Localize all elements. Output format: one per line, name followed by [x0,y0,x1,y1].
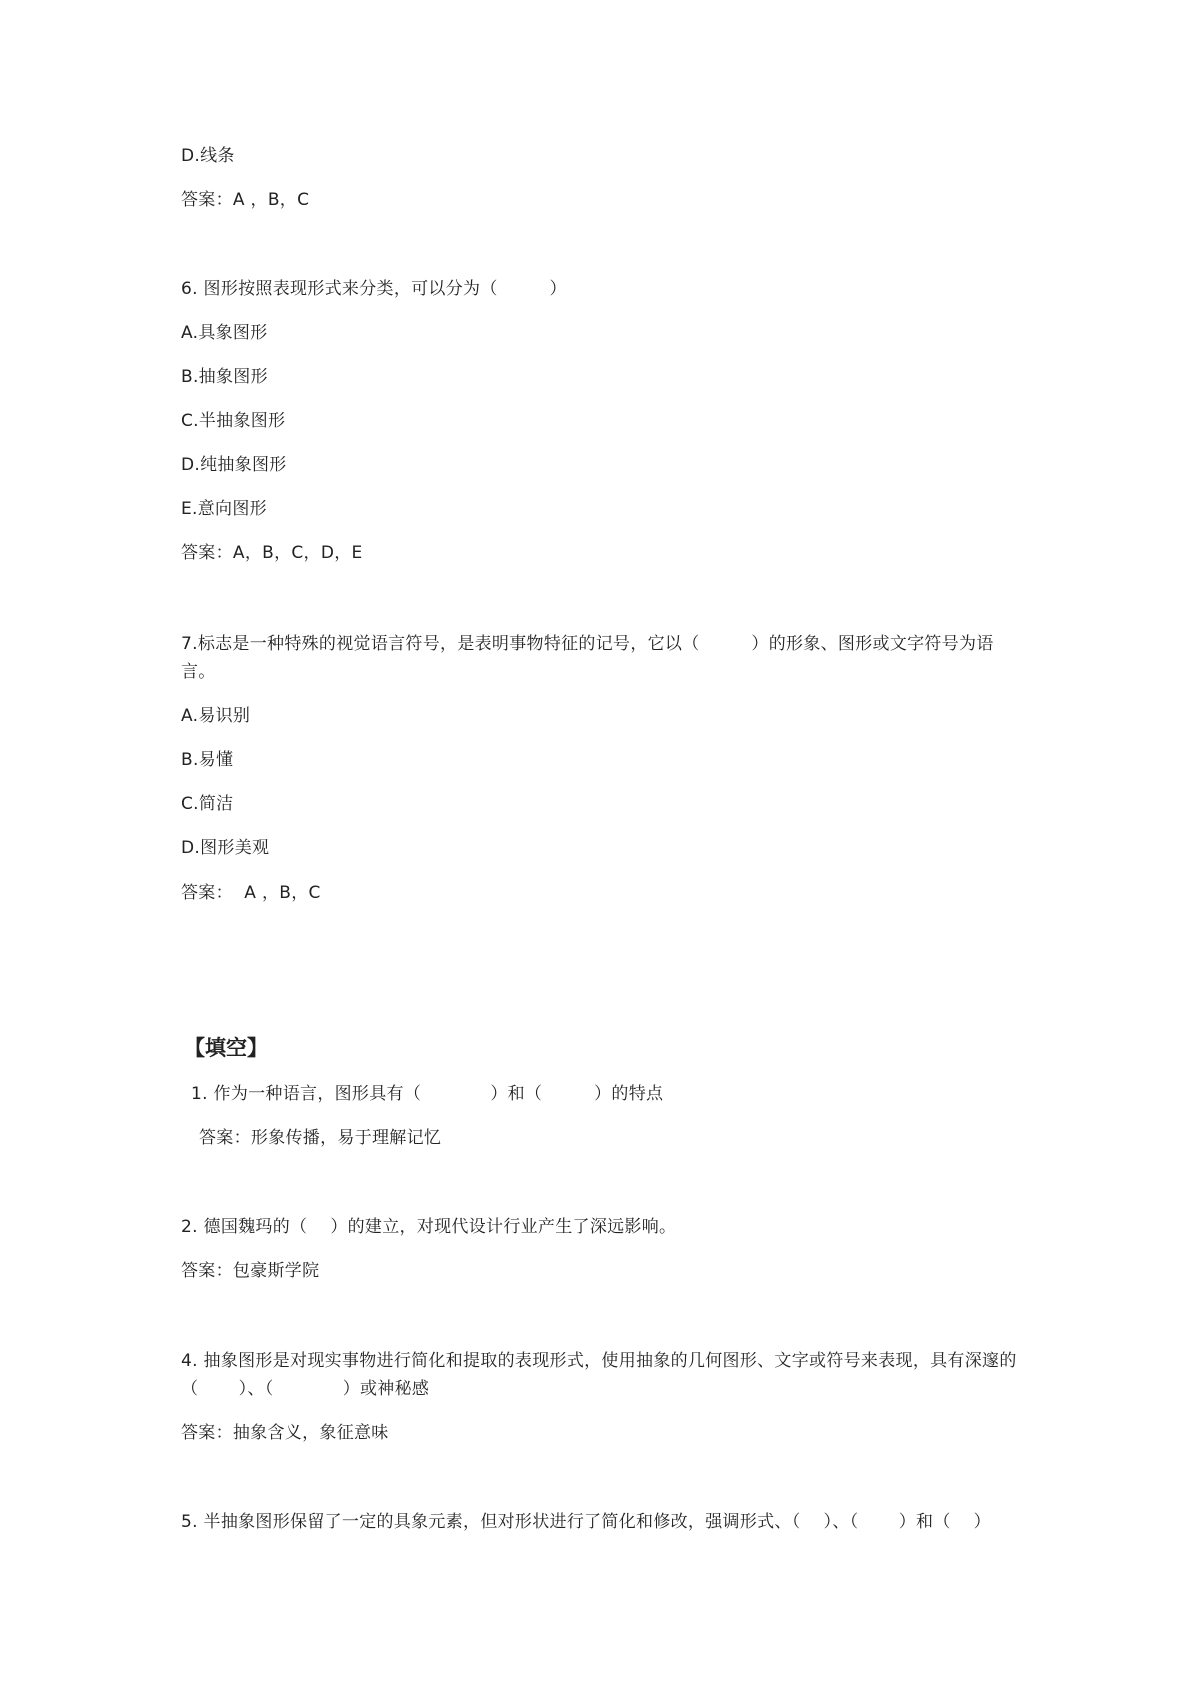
fill-answer-4: 答案：抽象含义，象征意味 [181,1423,389,1443]
q6-option-c: C.半抽象图形 [181,411,286,431]
q6-answer: 答案：A，B，C，D，E [181,543,363,563]
q7-answer: 答案： A ，B，C [181,883,321,903]
q7-option-c: C.简洁 [181,794,234,814]
fill-question-2: 2. 德国魏玛的（ ）的建立，对现代设计行业产生了深远影响。 [181,1217,677,1237]
answer-q5-mc: 答案：A ，B，C [181,190,310,210]
fill-question-1: 1. 作为一种语言，图形具有（ ）和（ ）的特点 [191,1084,664,1104]
q7-option-d: D.图形美观 [181,838,270,858]
q7-option-b: B.易懂 [181,750,234,770]
fill-question-5: 5. 半抽象图形保留了一定的具象元素，但对形状进行了简化和修改，强调形式、（ ）、（ ）和（ ） [181,1512,991,1532]
q7-option-a: A.易识别 [181,706,251,726]
q6-option-a: A.具象图形 [181,323,268,343]
q6-option-b: B.抽象图形 [181,367,268,387]
question-6: 6. 图形按照表现形式来分类，可以分为（ ） [181,279,567,299]
fill-answer-1: 答案：形象传播，易于理解记忆 [199,1128,442,1148]
section-title-fill-blank: 【填空】 [184,1036,268,1060]
fill-answer-2: 答案：包豪斯学院 [181,1261,320,1281]
question-7: 7.标志是一种特殊的视觉语言符号，是表明事物特征的记号，它以（ ）的形象、图形或文字符号为语言。 [181,634,994,682]
fill-question-4: 4. 抽象图形是对现实事物进行简化和提取的表现形式，使用抽象的几何图形、文字或符号来表现，具有深邃的（ ）、（ ）或神秘感 [181,1351,1017,1399]
q6-option-e: E.意向图形 [181,499,267,519]
q6-option-d: D.纯抽象图形 [181,455,287,475]
option-d-lines: D.线条 [181,146,235,166]
